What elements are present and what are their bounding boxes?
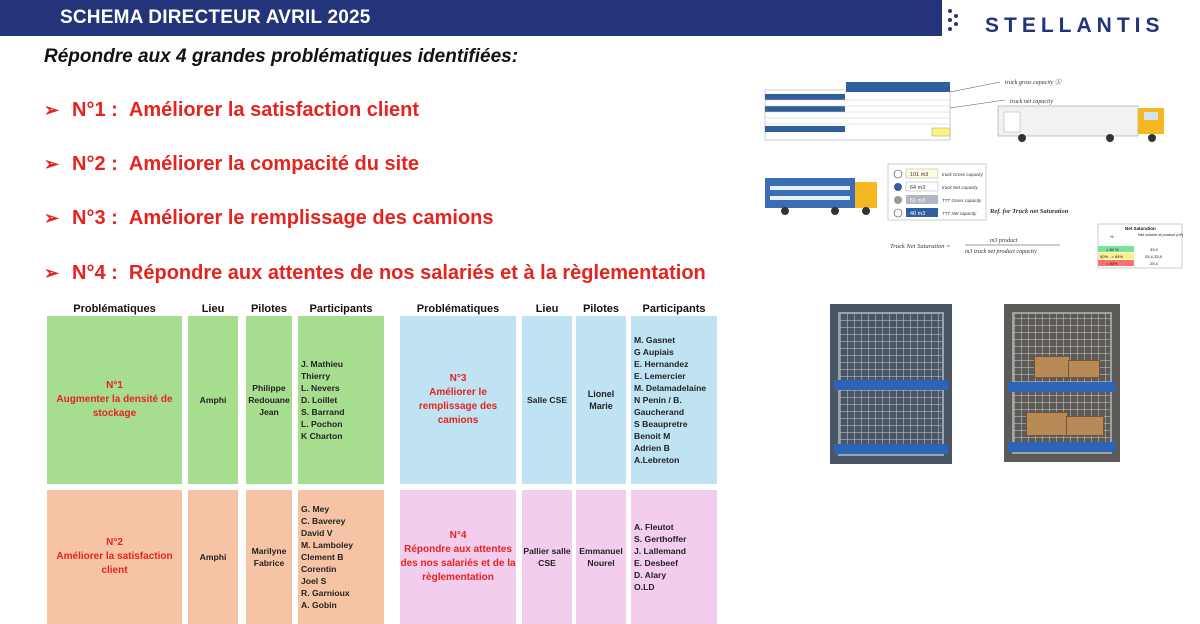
svg-text:%: %	[1110, 234, 1114, 239]
col-header-pilotes: Pilotes	[582, 303, 620, 315]
legend-label: truck Net capacity	[942, 185, 978, 190]
formula-lhs: Truck Net Saturation =	[890, 243, 951, 250]
svg-text:Net volume of product (m³): Net volume of product (m³)	[1138, 233, 1184, 237]
container-photo-1	[830, 304, 952, 464]
lieu-cell: Amphi	[188, 316, 238, 484]
svg-text:33,9: 33,9	[1150, 247, 1158, 252]
page-title: SCHEMA DIRECTEUR AVRIL 2025	[60, 7, 371, 28]
col-header-pilotes: Pilotes	[250, 303, 288, 315]
arrow-bullet-icon: ➢	[44, 154, 60, 174]
col-header-participants: Participants	[642, 303, 706, 315]
svg-text:50% - < 84%: 50% - < 84%	[1100, 254, 1124, 259]
net-capacity-label: truck net capacity	[1010, 99, 1053, 105]
problem-cell: N°1 Augmenter la densité de stockage	[47, 316, 182, 484]
participants-cell: A. Fleutot S. Gerthoffer J. Lallemand E. Desbeef D. Alary O.LD	[631, 490, 717, 624]
arrow-bullet-icon: ➢	[44, 100, 60, 120]
lieu-cell: Pallier salle CSE	[522, 490, 572, 624]
svg-text:25,4-33,9: 25,4-33,9	[1145, 254, 1162, 259]
participants-cell: M. Gasnet G Aupiais E. Hernandez E. Lemercier M. Delamadelaine N Penin / B. Gaucherand S Beaupretre Benoit M Adrien B A.Lebreton	[631, 316, 717, 484]
issue-2: ➢ N°2 : Améliorer la compacité du site	[44, 153, 420, 175]
logo-dots-icon	[946, 8, 960, 32]
pilotes-cell: Marilyne Fabrice	[246, 490, 292, 624]
pilotes-cell: Philippe Redouane Jean	[246, 316, 292, 484]
gross-capacity-label: truck gross capacity Ⓐ	[1005, 80, 1061, 86]
legend-label: truck Gross capacity	[942, 172, 983, 177]
legend-value: 101 m3	[910, 172, 929, 178]
subtitle: Répondre aux 4 grandes problématiques identifiées:	[44, 46, 519, 67]
formula-numerator: m3 product	[990, 238, 1018, 244]
participants-cell: J. Mathieu Thierry L. Nevers D. Loillet S. Barrand L. Pochon K Charton	[298, 316, 384, 484]
legend-label: TTT Net capacity	[942, 211, 977, 216]
pilotes-cell: Lionel Marie	[576, 316, 626, 484]
participants-cell: G. Mey C. Baverey David V M. Lamboley Clement B Corentin Joel S R. Garnioux A. Gobin	[298, 490, 384, 624]
stellantis-logo: STELLANTIS	[985, 14, 1165, 37]
issue-4: ➢ N°4 : Répondre aux attentes de nos salariés et à la règlementation	[44, 262, 706, 284]
col-header-lieu: Lieu	[535, 303, 559, 315]
truck-capacity-diagram	[760, 72, 1185, 272]
lieu-cell: Salle CSE	[522, 316, 572, 484]
saturation-title: Net Saturation	[1125, 226, 1156, 231]
pilotes-cell: Emmanuel Nourel	[576, 490, 626, 624]
legend-value: 51 m3	[910, 198, 926, 204]
ref-label: Ref. for Truck net Saturation	[990, 208, 1069, 215]
problem-cell: N°3 Améliorer le remplissage des camions	[400, 316, 516, 484]
problem-cell: N°4 Répondre aux attentes des nos salariés et de la règlementation	[400, 490, 516, 624]
issue-1: ➢ N°1 : Améliorer la satisfaction client	[44, 99, 420, 121]
arrow-bullet-icon: ➢	[44, 208, 60, 228]
svg-text:< 50%: < 50%	[1106, 261, 1118, 266]
container-photo-2	[1004, 304, 1120, 462]
legend-value: 40 m3	[910, 211, 926, 217]
legend-label: TTT Gross capacity	[942, 198, 982, 203]
col-header-lieu: Lieu	[201, 303, 225, 315]
col-header-problematiques: Problématiques	[416, 303, 500, 315]
issue-3: ➢ N°3 : Améliorer le remplissage des camions	[44, 207, 494, 229]
svg-text:25,4: 25,4	[1150, 261, 1158, 266]
formula-denominator: m3 truck net product capacity	[965, 249, 1037, 255]
col-header-problematiques: Problématiques	[73, 303, 156, 315]
col-header-participants: Participants	[309, 303, 373, 315]
arrow-bullet-icon: ➢	[44, 263, 60, 283]
lieu-cell: Amphi	[188, 490, 238, 624]
svg-text:> 84 %: > 84 %	[1106, 247, 1119, 252]
problem-cell: N°2 Améliorer la satisfaction client	[47, 490, 182, 624]
legend-value: 64 m3	[910, 185, 926, 191]
